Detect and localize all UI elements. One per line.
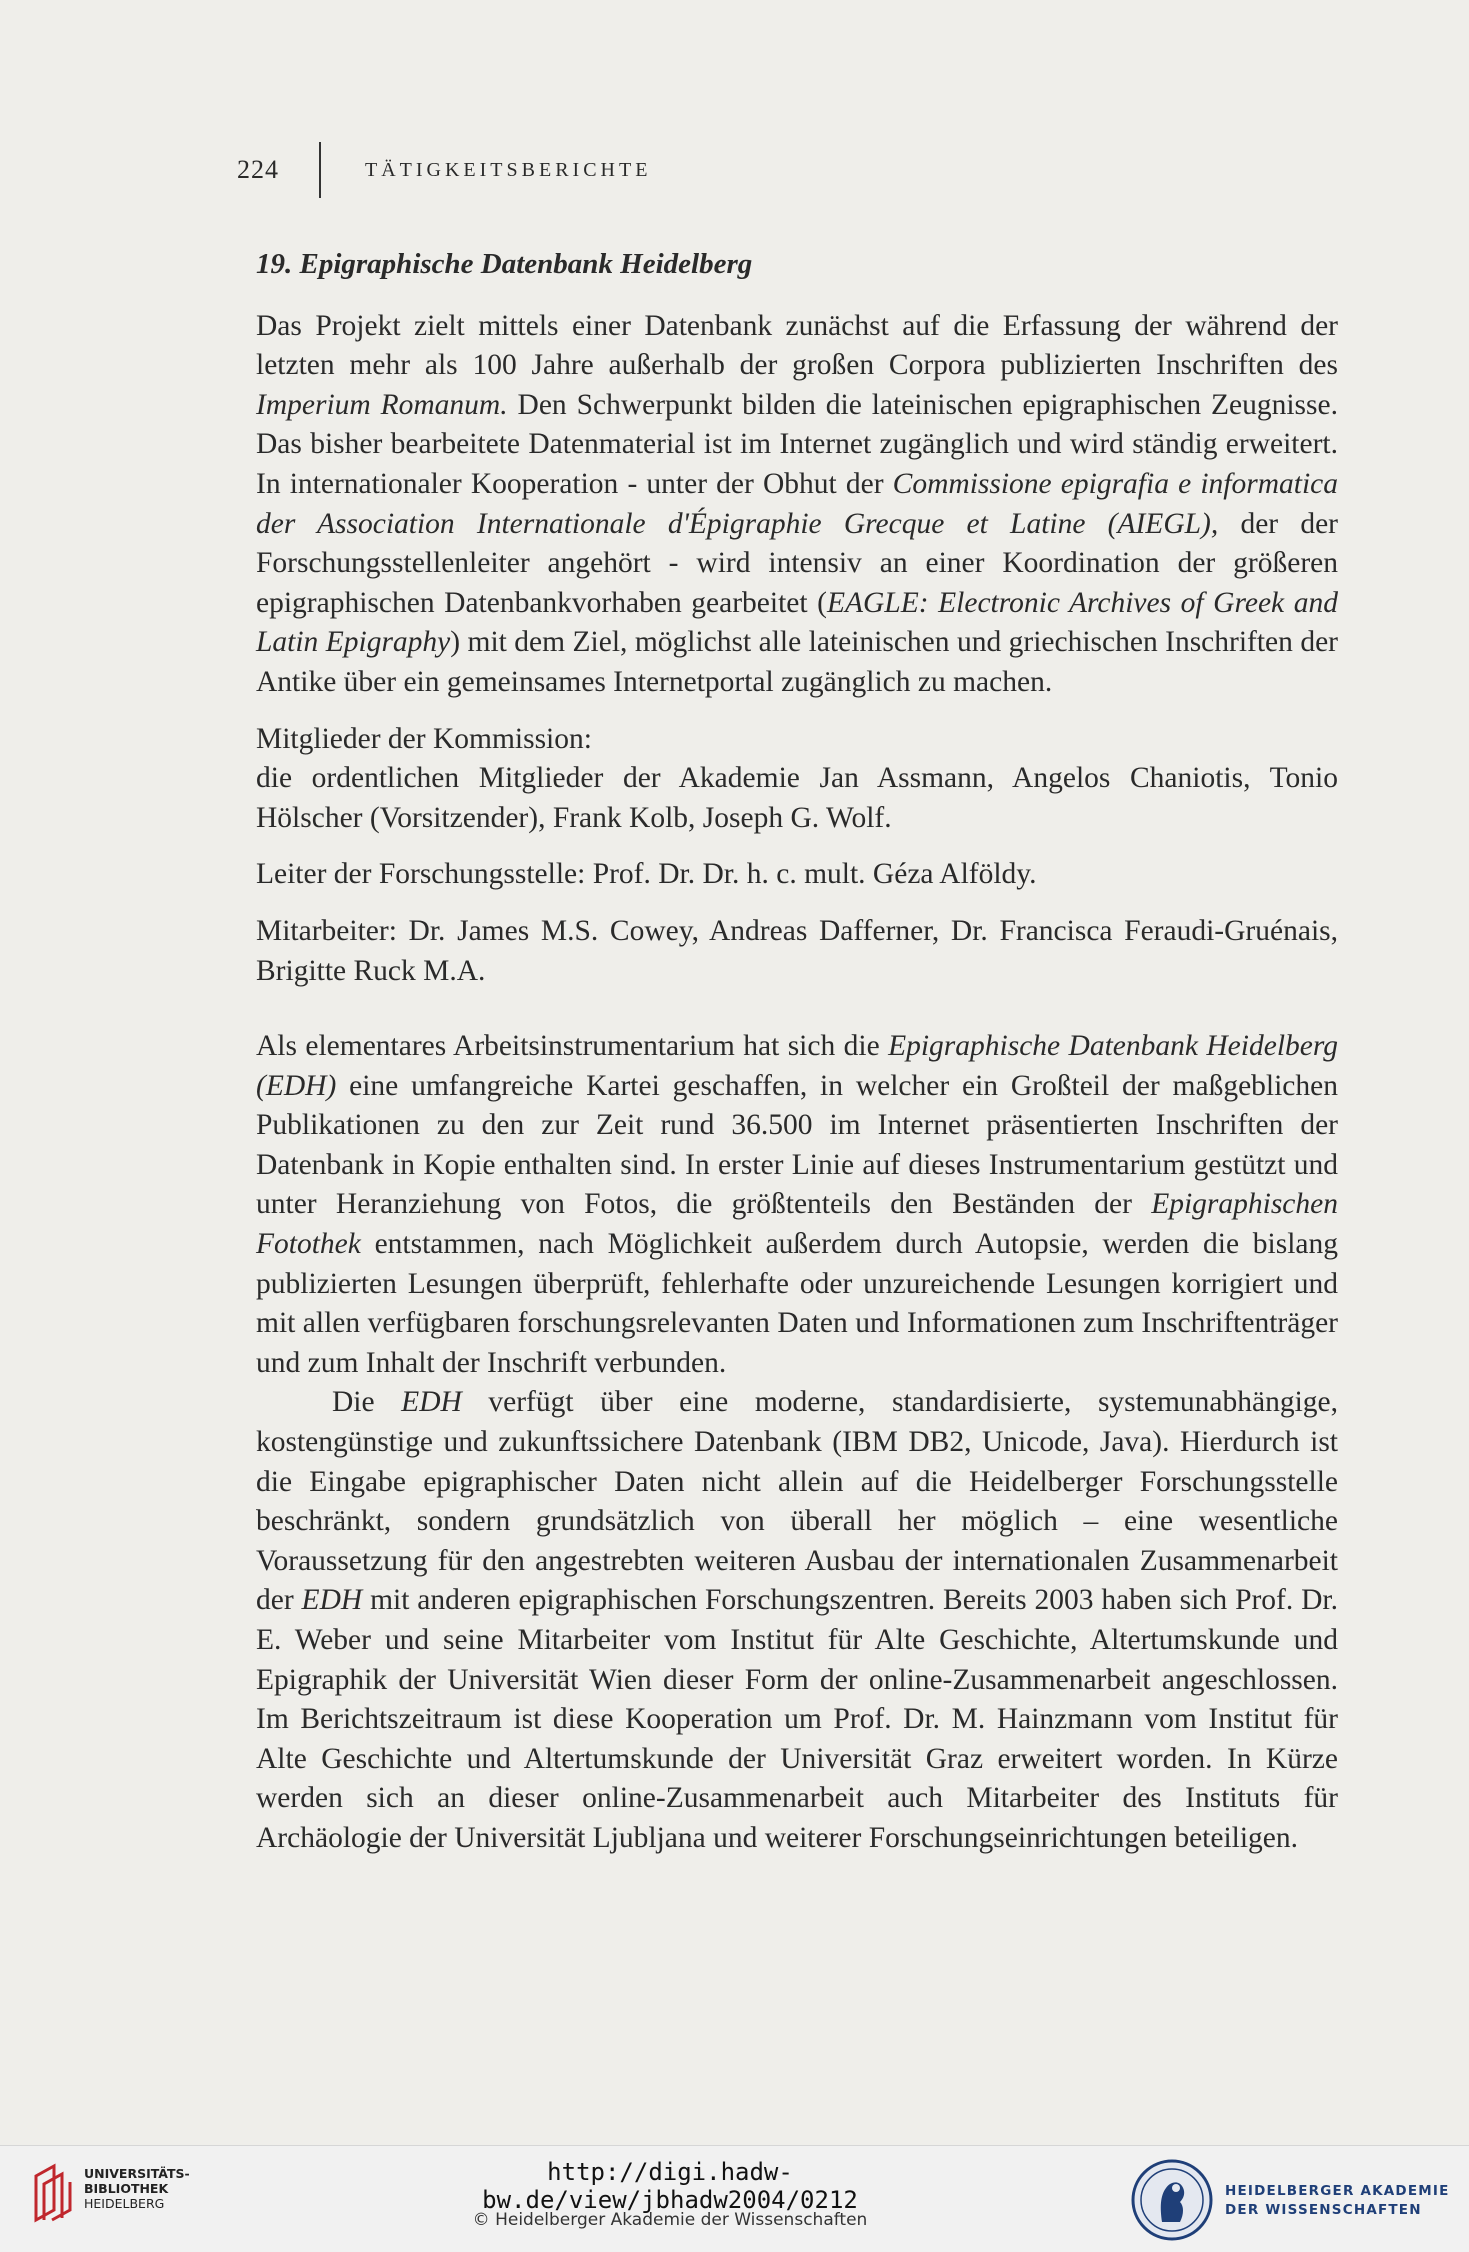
page-number: 224: [237, 155, 279, 184]
text-run: Das Projekt zielt mittels einer Datenbank zunächst auf die Erfassung der während der letzten mehr als 100 Jahre außerhalb der großen Corpora publizierten Inschriften des: [256, 309, 1338, 382]
copyright-notice: © Heidelberger Akademie der Wissenschaften: [472, 2210, 868, 2230]
text-column: [256, 245, 1338, 1859]
library-name: [84, 2166, 190, 2211]
academy-name-line: DER WISSENSCHAFTEN: [1225, 2202, 1422, 2218]
library-name-line: HEIDELBERG: [84, 2196, 165, 2211]
staff-line: Mitarbeiter: Dr. James M.S. Cowey, Andreas Dafferner, Dr. Francisca Feraudi-Gruénais, Brigitte Ruck M.A.: [256, 914, 1338, 987]
text-run: verfügt über eine moderne, standardisierte, systemunabhängige, kostengünstige und zukunftssichere Datenbank (IBM DB2, Unicode, Java). Hierdurch ist die Eingabe epigraphischer Daten nicht allein auf die Heidelberger Forschungsstelle beschränkt, sondern grundsätzlich von überall her möglich – eine wesentliche Voraussetzung für den angestrebten weiteren Ausbau der internationalen Zusammenarbeit der: [256, 1386, 1338, 1617]
italic-run: Epigraphischen Fotothek: [256, 1188, 1338, 1261]
header-divider: [319, 142, 321, 198]
italic-run: Imperium Romanum.: [256, 388, 508, 421]
permalink[interactable]: http://digi.hadw-bw.de/view/jbhadw2004/0212: [482, 2158, 858, 2214]
text-run: Die: [332, 1386, 402, 1419]
text-run: Als elementares Arbeitsinstrumentarium hat sich die: [256, 1030, 889, 1063]
text-run: mit anderen epigraphischen Forschungszentren. Bereits 2003 haben sich Prof. Dr. E. Weber und seine Mitarbeiter vom Institut für Alte Geschichte, Altertumskunde und Epigraphik der Universität Wien dieser Form der online-Zusammenarbeit angeschlossen. Im Berichtszeitraum ist diese Kooperation um Prof. Dr. M. Hainzmann vom Institut für Alte Geschichte und Altertumskunde der Universität Graz erweitert worden. In Kürze werden sich an dieser online-Zusammenarbeit auch Mitarbeiter des Instituts für Archäologie der Universität Ljubljana und weiterer Forschungseinrichtungen beteiligen.: [256, 1584, 1338, 1854]
running-title: TÄTIGKEITSBERICHTE: [365, 158, 652, 181]
paragraph-project-description: [256, 307, 1338, 703]
text-run: entstammen, nach Möglichkeit außerdem durch Autopsie, werden die bislang publizierten Lesungen überprüft, fehlerhafte oder unzureichende Lesungen korrigiert und mit allen verfügbaren forschungsrelevanten Daten und Informationen zum Inschriftenträger und zum Inhalt der Inschrift verbunden.: [256, 1228, 1338, 1379]
academy-name: [1225, 2182, 1450, 2220]
italic-run: EDH: [401, 1386, 462, 1419]
italic-run: EDH: [301, 1584, 363, 1617]
library-name-line: UNIVERSITÄTS-: [84, 2166, 190, 2181]
members-list: die ordentlichen Mitglieder der Akademie Jan Assmann, Angelos Chaniotis, Tonio Hölscher (Vorsitzender), Frank Kolb, Joseph G. Wolf.: [256, 762, 1338, 834]
paragraph-card-index: [256, 1027, 1338, 1383]
text-run: der der Forschungsstellenleiter angehört - wird intensiv an einer Koordination der größeren epigraphischen Datenbankvorhaben gearbeitet (: [256, 507, 1338, 619]
library-name-line: BIBLIOTHEK: [84, 2181, 169, 2196]
members-label: Mitglieder der Kommission:: [256, 722, 592, 755]
text-run: eine umfangreiche Kartei geschaffen, in welcher ein Großteil der maßgeblichen Publikationen zu den zur Zeit rund 36.500 im Internet präsentierten Inschriften der Datenbank in Kopie enthalten sind. In erster Linie auf dieses Instrumentarium gestützt und unter Heranziehung von Fotos, die größtenteils den Beständen der: [256, 1069, 1338, 1221]
text-run: Den Schwerpunkt bilden die lateinischen epigraphischen Zeugnisse. Das bisher bearbeitete Datenmaterial ist im Internet zugänglich und wird ständig erweitert. In internationaler Kooperation - unter der Obhut der: [256, 388, 1338, 500]
italic-run: Commissione epigrafia e informatica der Association Internationale d'Épigraphie Grecque et Latine (AIEGL),: [256, 467, 1338, 540]
section-heading: 19. Epigraphische Datenbank Heidelberg: [256, 248, 753, 280]
university-library-logo-icon: [32, 2162, 76, 2224]
viewer-footer: [0, 2145, 1469, 2252]
italic-run: Epigraphische Datenbank Heidelberg (EDH): [256, 1030, 1338, 1102]
text-run: ) mit dem Ziel, möglichst alle lateinischen und griechischen Inschriften der Antike über ein gemeinsames Internetportal zugänglich zu machen.: [256, 626, 1338, 698]
italic-run: EAGLE: Electronic Archives of Greek and Latin Epigraphy: [256, 586, 1338, 659]
academy-seal-icon: [1130, 2158, 1214, 2242]
running-head: [237, 150, 651, 190]
leader-line: Leiter der Forschungsstelle: Prof. Dr. Dr. h. c. mult. Géza Alföldy.: [256, 858, 1037, 891]
paragraph-database-cooperation: [256, 1383, 1338, 1858]
academy-name-line: HEIDELBERGER AKADEMIE: [1225, 2183, 1450, 2199]
